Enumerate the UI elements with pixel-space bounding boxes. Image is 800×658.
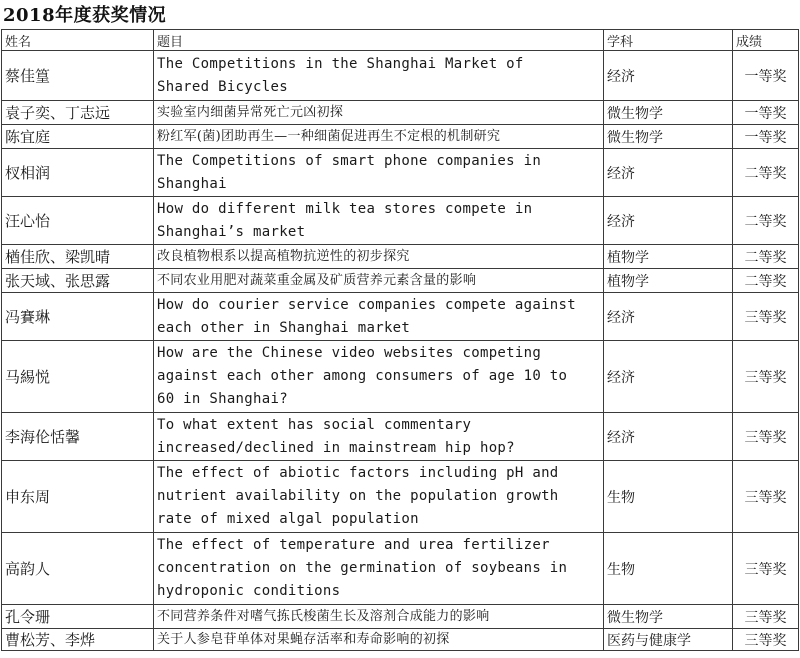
grade-cell: 三等奖 [733, 461, 799, 533]
page-title: 2018年度获奖情况 [3, 5, 167, 26]
header-row [2, 30, 799, 51]
name-cell: 张天域、张思露 [2, 269, 154, 293]
subject-cell: 经济 [604, 51, 733, 101]
topic-cell: The effect of abiotic factors including pH and nutrient availability on the population growth rate of mixed algal population [154, 461, 604, 533]
name-cell: 陈宜庭 [2, 125, 154, 149]
table-row [2, 413, 799, 461]
header-grade: 成绩 [733, 30, 799, 51]
grade-cell: 一等奖 [733, 51, 799, 101]
name-cell: 孔令珊 [2, 605, 154, 629]
subject-cell: 生物 [604, 533, 733, 605]
subject-cell: 经济 [604, 149, 733, 197]
name-cell: 申东周 [2, 461, 154, 533]
subject-cell: 生物 [604, 461, 733, 533]
topic-cell: How do different milk tea stores compete in Shanghai’s market [154, 197, 604, 245]
topic-cell: 实验室内细菌异常死亡元凶初探 [154, 101, 604, 125]
topic-cell: The effect of temperature and urea fertilizer concentration on the germination of soybeans in hydroponic conditions [154, 533, 604, 605]
name-cell: 汪心怡 [2, 197, 154, 245]
table-row [2, 245, 799, 269]
name-cell: 马緆悦 [2, 341, 154, 413]
name-cell: 楢佳欣、梁凯晴 [2, 245, 154, 269]
topic-cell: 不同营养条件对嗜气拣氏梭菌生长及溶剂合成能力的影响 [154, 605, 604, 629]
table-row [2, 341, 799, 413]
subject-cell: 经济 [604, 413, 733, 461]
subject-cell: 植物学 [604, 269, 733, 293]
grade-cell: 一等奖 [733, 101, 799, 125]
topic-cell: The Competitions in the Shanghai Market of Shared Bicycles [154, 51, 604, 101]
topic-cell: To what extent has social commentary increased/declined in mainstream hip hop? [154, 413, 604, 461]
table-row [2, 629, 799, 651]
grade-cell: 三等奖 [733, 413, 799, 461]
name-cell: 蔡佳篁 [2, 51, 154, 101]
grade-cell: 三等奖 [733, 341, 799, 413]
header-subject: 学科 [604, 30, 733, 51]
awards-table [1, 29, 799, 651]
name-cell: 高韵人 [2, 533, 154, 605]
subject-cell: 经济 [604, 197, 733, 245]
grade-cell: 二等奖 [733, 245, 799, 269]
name-cell: 杈相润 [2, 149, 154, 197]
name-cell: 袁子奕、丁志远 [2, 101, 154, 125]
grade-cell: 二等奖 [733, 149, 799, 197]
table-row [2, 149, 799, 197]
table-row [2, 293, 799, 341]
table-row [2, 605, 799, 629]
grade-cell: 三等奖 [733, 605, 799, 629]
topic-cell: How do courier service companies compete against each other in Shanghai market [154, 293, 604, 341]
grade-cell: 三等奖 [733, 293, 799, 341]
name-cell: 冯賽琳 [2, 293, 154, 341]
grade-cell: 三等奖 [733, 629, 799, 651]
topic-cell: 改良植物根系以提高植物抗逆性的初步探究 [154, 245, 604, 269]
name-cell: 李海伦恬馨 [2, 413, 154, 461]
topic-cell: 粉红军(菌)团助再生—一种细菌促进再生不定根的机制研究 [154, 125, 604, 149]
header-topic: 题目 [154, 30, 604, 51]
grade-cell: 二等奖 [733, 197, 799, 245]
table-row [2, 533, 799, 605]
topic-cell: 不同农业用肥对蔬菜重金属及矿质营养元素含量的影响 [154, 269, 604, 293]
table-row [2, 101, 799, 125]
subject-cell: 经济 [604, 341, 733, 413]
subject-cell: 微生物学 [604, 101, 733, 125]
topic-cell: The Competitions of smart phone companies in Shanghai [154, 149, 604, 197]
table-row [2, 197, 799, 245]
subject-cell: 微生物学 [604, 605, 733, 629]
subject-cell: 微生物学 [604, 125, 733, 149]
grade-cell: 二等奖 [733, 269, 799, 293]
table-row [2, 461, 799, 533]
table-row [2, 51, 799, 101]
subject-cell: 经济 [604, 293, 733, 341]
table-row [2, 125, 799, 149]
subject-cell: 医药与健康学 [604, 629, 733, 651]
name-cell: 曹松芳、李烨 [2, 629, 154, 651]
topic-cell: How are the Chinese video websites competing against each other among consumers of age 10 to 60 in Shanghai? [154, 341, 604, 413]
grade-cell: 三等奖 [733, 533, 799, 605]
subject-cell: 植物学 [604, 245, 733, 269]
topic-cell: 关于人参皂苷单体对果蝇存活率和寿命影响的初探 [154, 629, 604, 651]
table-row [2, 269, 799, 293]
header-name: 姓名 [2, 30, 154, 51]
grade-cell: 一等奖 [733, 125, 799, 149]
